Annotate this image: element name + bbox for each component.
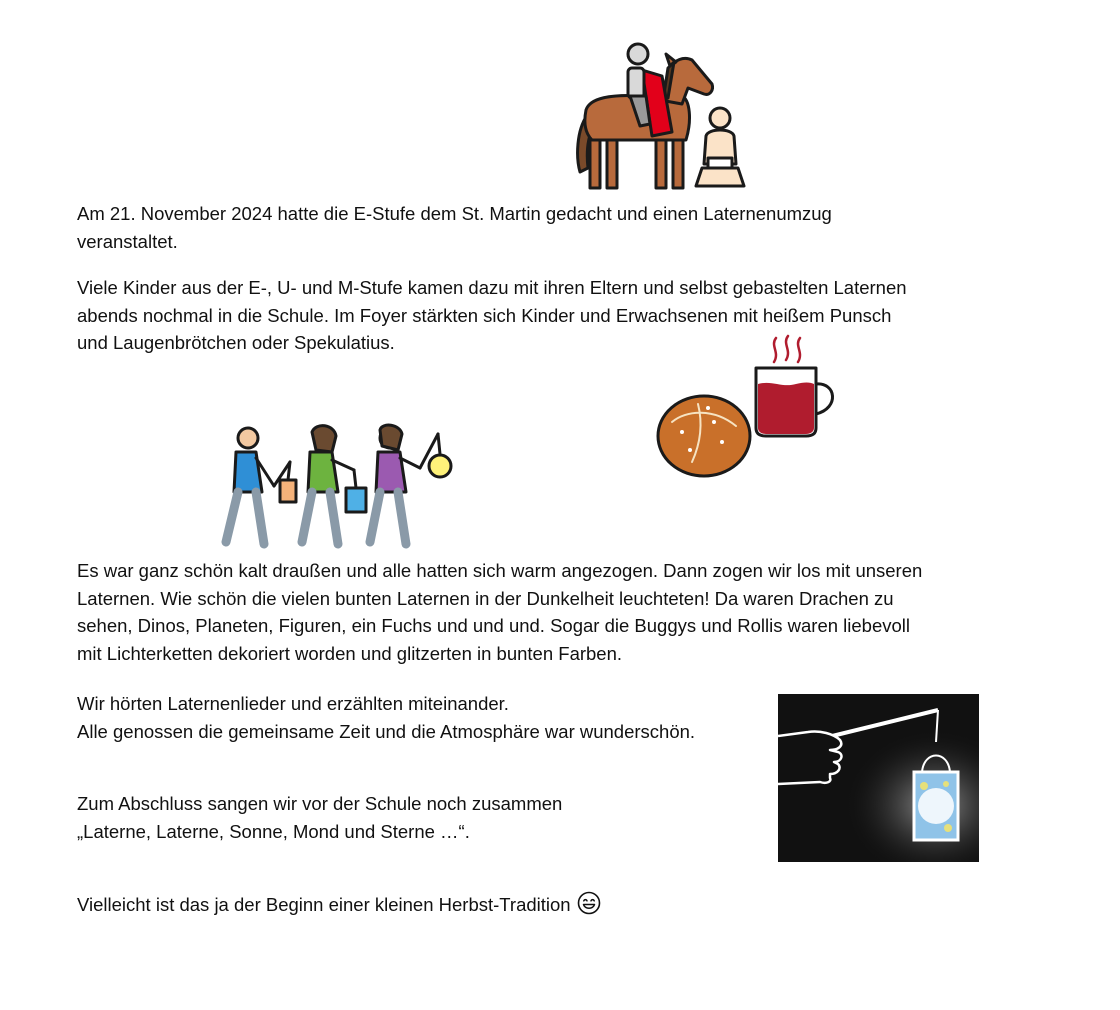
paragraph-finale: [77, 790, 562, 845]
smiling-face-icon: [577, 891, 601, 915]
intro-line-2: veranstaltet.: [77, 230, 178, 252]
paragraph-cold: [77, 557, 922, 667]
st-martin-illustration: [574, 40, 754, 194]
kids-line-3: und Laugenbrötchen oder Spekulatius.: [77, 332, 395, 353]
kids-line-2: abends nochmal in die Schule. Im Foyer stärkten sich Kinder und Erwachsenen mit heißem Punsch: [77, 304, 892, 326]
cold-line-3: sehen, Dinos, Planeten, Figuren, ein Fuchs und und und. Sogar die Buggys und Rollis waren liebevoll: [77, 615, 911, 636]
cold-line-2: Laternen. Wie schön die vielen bunten Laternen in der Dunkelheit leuchteten! Da waren Drachen zu: [77, 587, 894, 609]
outro-line-1: Vielleicht ist das ja der Beginn einer kleinen Herbst-Tradition: [77, 894, 571, 915]
finale-line-1: Zum Abschluss sangen wir vor der Schule noch zusammen: [77, 793, 563, 814]
snack-illustration: [652, 330, 844, 480]
kids-line-1: Viele Kinder aus der E-, U- und M-Stufe kamen dazu mit ihren Eltern und selbst gebastelten Laternen: [77, 277, 907, 298]
cold-line-4: mit Lichterketten dekoriert worden und glitzerten in bunten Farben.: [77, 642, 623, 664]
paragraph-outro: [77, 891, 601, 919]
songs-line-1: Wir hörten Laternenlieder und erzählten miteinander.: [77, 693, 509, 714]
paragraph-songs: [77, 690, 695, 745]
paragraph-intro: [77, 200, 832, 255]
finale-line-2: „Laterne, Laterne, Sonne, Mond und Sterne …“.: [77, 820, 470, 842]
hand-lantern-illustration: [778, 694, 979, 862]
intro-line-1: Am 21. November 2024 hatte die E-Stufe dem St. Martin gedacht und einen Laternenumzug: [77, 203, 832, 224]
songs-line-2: Alle genossen die gemeinsame Zeit und die Atmosphäre war wunderschön.: [77, 720, 696, 742]
lantern-walkers-illustration: [212, 422, 462, 552]
cold-line-1: Es war ganz schön kalt draußen und alle hatten sich warm angezogen. Dann zogen wir los mit unseren: [77, 560, 923, 581]
